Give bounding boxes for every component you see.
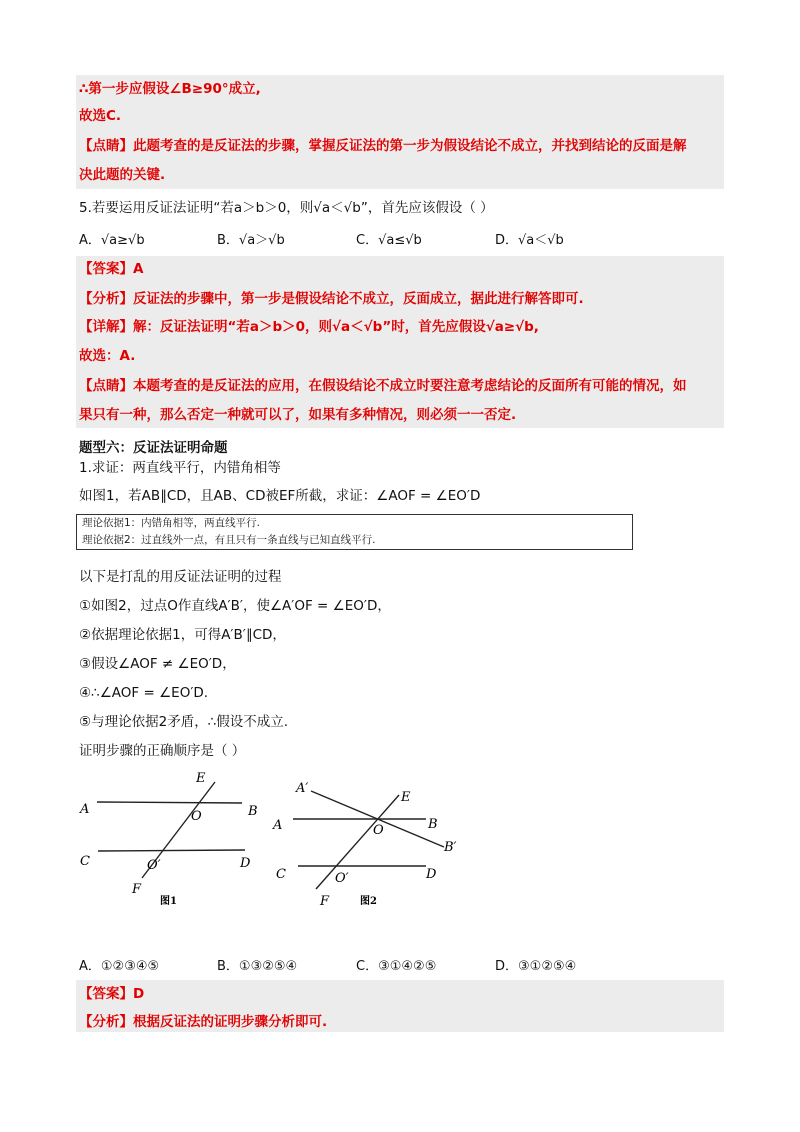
figure-2	[268, 772, 468, 912]
fig2-label-d: D	[426, 867, 437, 882]
q1-analysis: 【分析】根据反证法的证明步骤分析即可.	[79, 1014, 328, 1030]
fig1-label-f: F	[132, 882, 142, 897]
fig1-caption: 图1	[160, 896, 177, 907]
top-line-4: 决此题的关键.	[79, 167, 166, 183]
q1-option-c: C．③①④②⑤	[356, 959, 437, 974]
fig2-caption: 图2	[360, 896, 377, 907]
q5-detail: 【详解】解：反证法证明“若a＞b＞0，则√a＜√b”时，首先应假设√a≥√b,	[79, 319, 539, 335]
fig1-label-o-prime: O′	[147, 858, 161, 873]
q5-comment-2: 果只有一种，那么否定一种就可以了，如果有多种情况，则必须一一否定.	[79, 407, 517, 423]
fig1-label-e: E	[196, 771, 206, 786]
q1-option-a: A．①②③④⑤	[79, 959, 160, 974]
theory-box	[76, 514, 633, 550]
top-line-3: 【点睛】此题考查的是反证法的步骤，掌握反证法的第一步为假设结论不成立，并找到结论的反面是解	[79, 138, 687, 154]
q1-condition: 如图1，若AB∥CD，且AB、CD被EF所截，求证：∠AOF = ∠EO′D	[79, 488, 481, 504]
q5-option-c: C．√a≤√b	[356, 233, 422, 248]
fig2-label-a: A	[273, 818, 283, 833]
q1-option-d: D．③①②⑤④	[495, 959, 577, 974]
q1-stem: 1.求证：两直线平行，内错角相等	[79, 460, 281, 476]
figure-1	[70, 765, 260, 910]
q5-analysis: 【分析】反证法的步骤中，第一步是假设结论不成立，反面成立，据此进行解答即可.	[79, 291, 584, 307]
proof-step-4: ④∴∠AOF = ∠EO′D.	[79, 685, 209, 701]
proof-intro: 以下是打乱的用反证法证明的过程	[79, 569, 282, 585]
q5-option-a: A．√a≥√b	[79, 233, 145, 248]
fig1-label-o: O	[191, 809, 202, 824]
top-line-2: 故选C.	[79, 108, 122, 124]
fig2-label-b-prime: B′	[444, 840, 457, 855]
q5-stem: 5.若要运用反证法证明“若a＞b＞0，则√a＜√b”，首先应该假设（ ）	[79, 200, 494, 216]
answer-block-q5	[76, 256, 724, 428]
fig1-label-b: B	[248, 804, 258, 819]
q1-option-b: B．①③②⑤④	[217, 959, 298, 974]
q5-option-d: D．√a＜√b	[495, 233, 564, 248]
q5-option-b: B．√a＞√b	[217, 233, 285, 248]
fig2-label-a-prime: A′	[296, 781, 309, 796]
fig2-label-c: C	[276, 867, 286, 882]
q5-choose: 故选：A.	[79, 348, 136, 364]
q1-answer: 【答案】D	[79, 986, 145, 1002]
theory-line-2: 理论依据2：过直线外一点，有且只有一条直线与已知直线平行.	[82, 534, 376, 546]
fig2-label-o-prime: O′	[335, 871, 349, 886]
fig2-label-f: F	[320, 894, 330, 909]
top-line-1: ∴第一步应假设∠B≥90°成立,	[79, 81, 261, 97]
fig2-label-o: O	[373, 823, 384, 838]
proof-step-2: ②依据理论依据1，可得A′B′∥CD，	[79, 627, 286, 643]
proof-step-5: ⑤与理论依据2矛盾，∴假设不成立.	[79, 714, 289, 730]
q5-answer: 【答案】A	[79, 261, 144, 277]
fig2-label-e: E	[401, 790, 411, 805]
proof-step-3: ③假设∠AOF ≠ ∠EO′D，	[79, 656, 236, 672]
fig1-label-c: C	[80, 854, 90, 869]
proof-step-1: ①如图2，过点O作直线A′B′，使∠A′OF = ∠EO′D，	[79, 598, 391, 614]
theory-line-1: 理论依据1：内错角相等，两直线平行.	[82, 517, 261, 529]
fig2-label-b: B	[428, 817, 438, 832]
q5-comment-1: 【点睛】本题考查的是反证法的应用，在假设结论不成立时要注意考虑结论的反面所有可能的情况，如	[79, 378, 687, 394]
section-title: 题型六：反证法证明命题	[79, 440, 228, 456]
fig1-label-d: D	[240, 856, 251, 871]
fig1-label-a: A	[80, 802, 90, 817]
order-question: 证明步骤的正确顺序是（ ）	[79, 743, 246, 759]
